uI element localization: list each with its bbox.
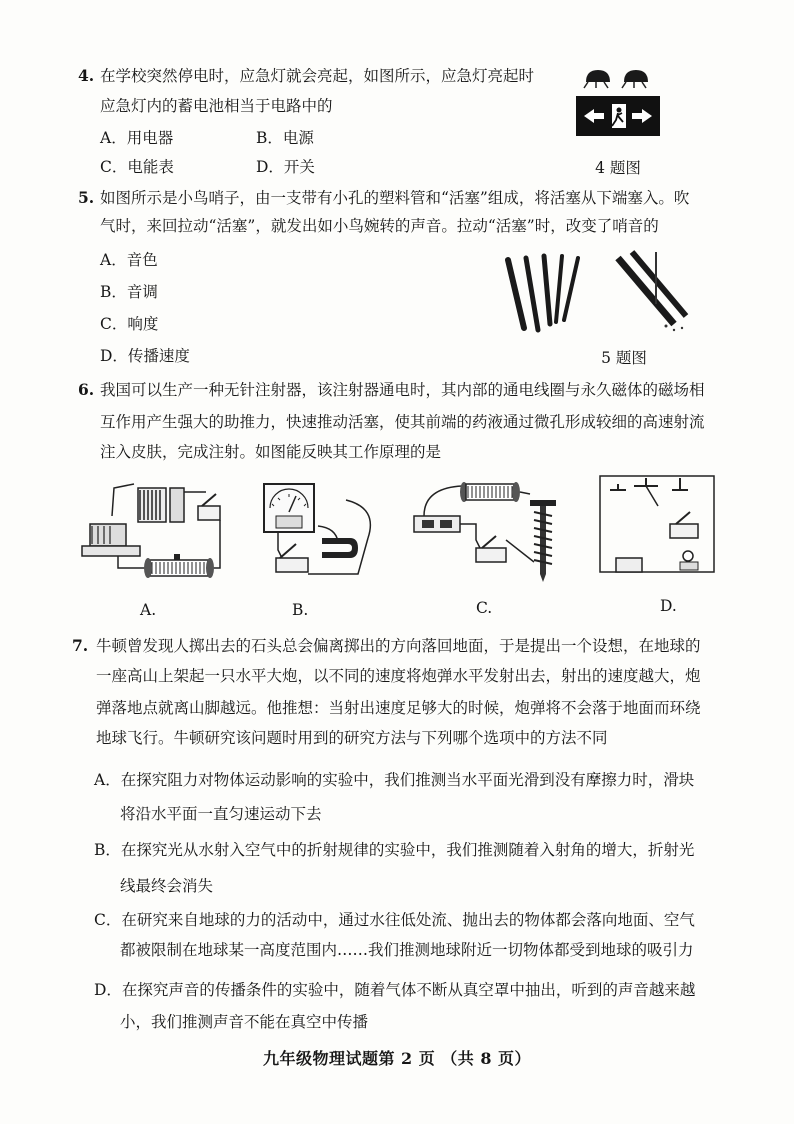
lamp-left-icon bbox=[586, 70, 610, 82]
q4-stem-line2: 应急灯内的蓄电池相当于电路中的 bbox=[100, 97, 333, 115]
q7-option-b-line2: 线最终会消失 bbox=[120, 877, 214, 895]
q6-label-d: D. bbox=[660, 597, 677, 615]
nail-head-icon bbox=[530, 500, 556, 506]
q7-option-a-line2: 将沿水平面一直匀速运动下去 bbox=[120, 805, 322, 823]
q4-emergency-light-figure bbox=[574, 64, 674, 144]
q4-option-d: D．开关 bbox=[256, 158, 315, 176]
whistle-tubes-left bbox=[508, 256, 578, 330]
bulb-icon bbox=[683, 551, 693, 561]
lamp-holder-icon bbox=[672, 478, 688, 490]
q4-option-b: B．电源 bbox=[256, 129, 314, 147]
q5-bird-whistle-figure bbox=[498, 244, 698, 344]
q6-figure-c-coil-nail bbox=[406, 476, 566, 586]
q5-figure-caption: 5 题图 bbox=[601, 349, 647, 367]
knife-switch-icon bbox=[476, 548, 506, 562]
battery-icon bbox=[616, 558, 642, 572]
q4-option-a: A．用电器 bbox=[100, 129, 174, 147]
q6-label-c: C. bbox=[476, 599, 493, 617]
q4-option-c: C．电能表 bbox=[100, 158, 174, 176]
q6-label-b: B. bbox=[292, 601, 309, 619]
q4-number: 4. bbox=[78, 66, 95, 85]
q6-stem-line1: 我国可以生产一种无针注射器，该注射器通电时，其内部的通电线圈与永久磁体的磁场相 bbox=[100, 381, 705, 399]
battery-icon bbox=[414, 516, 460, 532]
q5-number: 5. bbox=[78, 188, 95, 207]
lamp-holder-icon bbox=[610, 484, 626, 490]
q6-figure-b-meter-magnet bbox=[258, 478, 382, 582]
q7-stem-line2: 一座高山上架起一只水平大炮，以不同的速度将炮弹水平发射出去，射出的速度越大，炮 bbox=[96, 667, 701, 685]
horseshoe-magnet-icon bbox=[322, 538, 358, 558]
knife-switch-icon bbox=[276, 558, 308, 572]
lamp-right-icon bbox=[624, 70, 648, 82]
q7-stem-line1: 牛顿曾发现人掷出去的石头总会偏离掷出的方向落回地面，于是提出一个设想，在地球的 bbox=[96, 637, 701, 655]
q4-stem-line1: 在学校突然停电时，应急灯就会亮起，如图所示，应急灯亮起时 bbox=[100, 67, 535, 85]
rheostat-icon bbox=[466, 484, 514, 500]
q6-figure-d-lamp-circuit bbox=[596, 470, 720, 582]
q5-option-b: B．音调 bbox=[100, 283, 158, 301]
q4-figure-caption: 4 题图 bbox=[595, 159, 641, 177]
q6-stem-line2: 互作用产生强大的助推力，快速推动活塞，使其前端的药液通过微孔形成较细的高速射流 bbox=[100, 413, 705, 431]
q7-stem-line4: 地球飞行。牛顿研究该问题时用到的研究方法与下列哪个选项中的方法不同 bbox=[96, 729, 608, 747]
q7-number: 7. bbox=[72, 636, 89, 655]
q7-option-c-line1: C．在研究来自地球的力的活动中，通过水往低处流、抛出去的物体都会落向地面、空气 bbox=[94, 911, 695, 929]
knife-switch-icon bbox=[198, 506, 220, 520]
q7-option-c-line2: 都被限制在地球某一高度范围内……我们推测地球附近一切物体都受到地球的吸引力 bbox=[120, 941, 694, 959]
q5-stem-line2: 气时，来回拉动“活塞”，就发出如小鸟婉转的声音。拉动“活塞”时，改变了哨音的 bbox=[100, 217, 659, 235]
q7-option-d-line2: 小，我们推测声音不能在真空中传播 bbox=[120, 1013, 369, 1031]
q5-option-d: D．传播速度 bbox=[100, 347, 190, 365]
q5-stem-line1: 如图所示是小鸟哨子，由一支带有小孔的塑料管和“活塞”组成，将活塞从下端塞入。吹 bbox=[100, 189, 690, 207]
q6-label-a: A. bbox=[140, 601, 157, 619]
page-footer: 九年级物理试题第 2 页 （共 8 页） bbox=[262, 1049, 532, 1068]
q7-option-b-line1: B．在探究光从水射入空气中的折射规律的实验中，我们推测随着入射角的增大，折射光 bbox=[94, 841, 695, 859]
lamp-holder-icon bbox=[634, 478, 658, 486]
q6-stem-line3: 注入皮肤，完成注射。如图能反映其工作原理的是 bbox=[100, 443, 442, 461]
q7-option-d-line1: D．在探究声音的传播条件的实验中，随着气体不断从真空罩中抽出，听到的声音越来越 bbox=[94, 981, 696, 999]
knife-switch-icon bbox=[670, 524, 698, 538]
q6-figure-a-electromagnet bbox=[78, 476, 238, 586]
rheostat-icon bbox=[150, 560, 208, 576]
whistle-closeup-right bbox=[618, 252, 686, 331]
q7-option-a-line1: A．在探究阻力对物体运动影响的实验中，我们推测当水平面光滑到没有摩擦力时，滑块 bbox=[94, 771, 695, 789]
q6-number: 6. bbox=[78, 380, 95, 399]
q5-option-c: C．响度 bbox=[100, 315, 159, 333]
q5-option-a: A．音色 bbox=[100, 251, 158, 269]
q7-stem-line3: 弹落地点就离山脚越远。他推想：当射出速度足够大的时候，炮弹将不会落于地面而环绕 bbox=[96, 699, 701, 717]
